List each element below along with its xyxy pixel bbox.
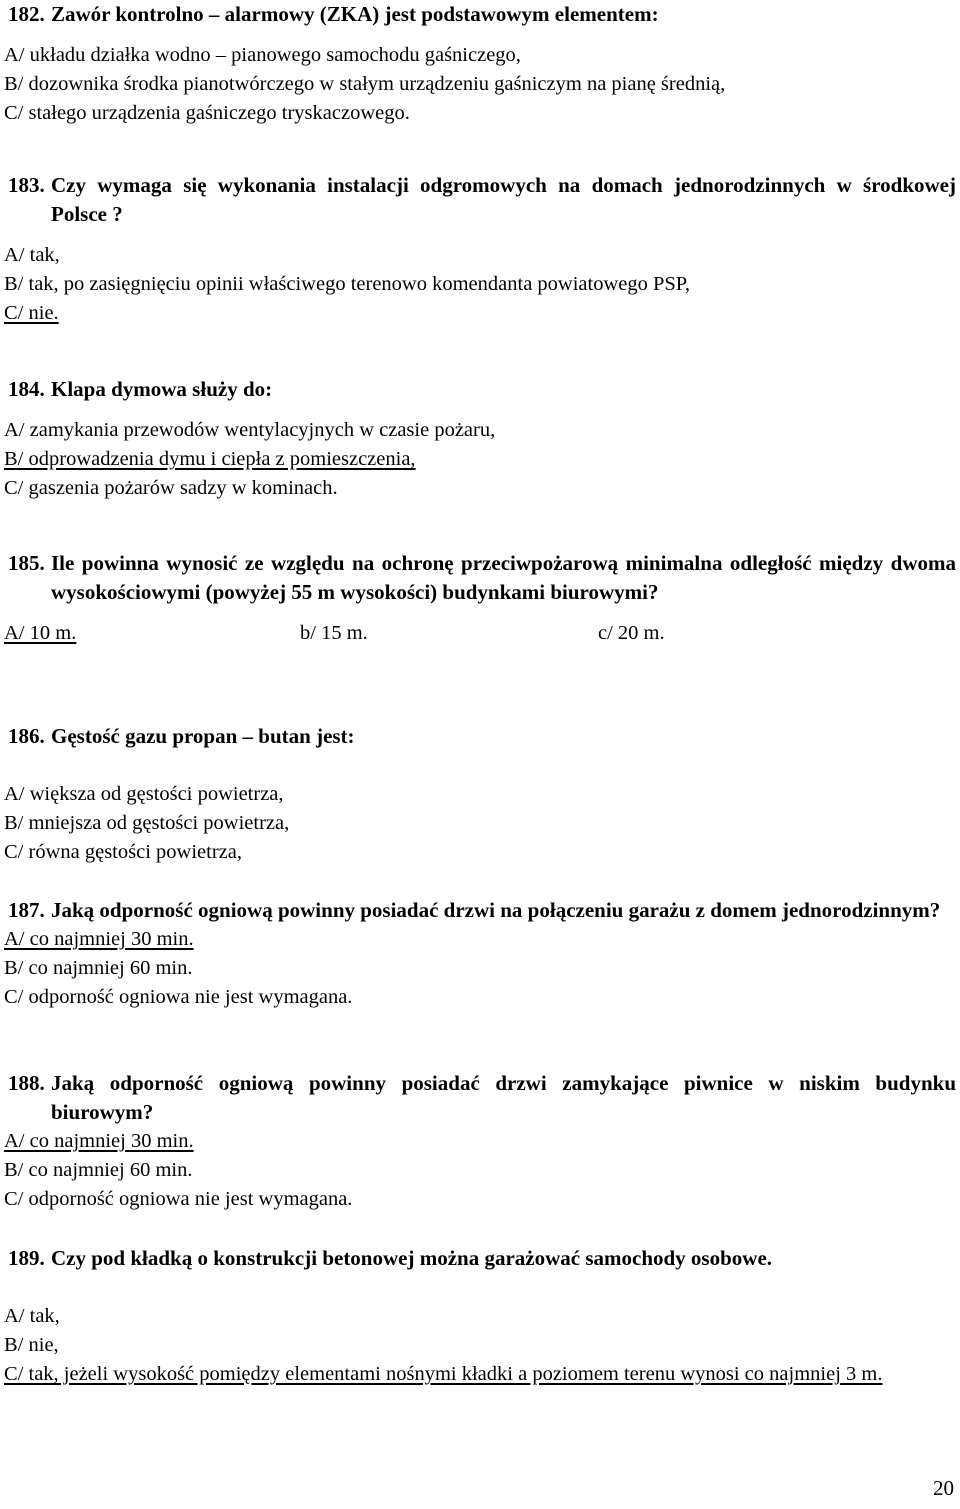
question-text: Czy wymaga się wykonania instalacji odgromowych na domach jednorodzinnych w środkowej Polsce ? [51,173,956,226]
question-title [8,549,956,607]
question-number: 182. [8,2,45,26]
answer-c: C/ równa gęstości powietrza, [4,841,242,863]
question-number: 188. [8,1071,45,1095]
question-title [8,171,956,229]
answer-a: A/ większa od gęstości powietrza, [4,783,284,805]
answer-list [4,416,956,503]
answer-a: A/ zamykania przewodów wentylacyjnych w czasie pożaru, [4,419,496,441]
answer-b: B/ co najmniej 60 min. [4,1159,193,1181]
answer-b: b/ 15 m. [300,622,368,644]
answer-c: C/ odporność ogniowa nie jest wymagana. [4,1188,353,1210]
question-183 [4,171,956,328]
answer-list [4,41,956,128]
question-number: 189. [8,1246,45,1270]
answer-c: C/ odporność ogniowa nie jest wymagana. [4,986,353,1008]
question-188 [4,1069,956,1214]
answer-c: c/ 20 m. [598,622,665,644]
question-187 [4,896,956,1012]
question-number: 186. [8,724,45,748]
question-text: Czy pod kładką o konstrukcji betonowej można garażować samochody osobowe. [51,1246,773,1270]
question-189 [4,1244,956,1389]
answer-a: A/ tak, [4,244,60,266]
question-text: Klapa dymowa służy do: [51,377,273,401]
answer-a: A/ 10 m. [4,622,77,644]
answer-list [4,1127,956,1214]
answer-a: A/ co najmniej 30 min. [4,928,194,950]
page-number: 20 [933,1476,954,1500]
answer-a: A/ układu działka wodno – pianowego samochodu gaśniczego, [4,44,521,66]
question-text: Zawór kontrolno – alarmowy (ZKA) jest podstawowym elementem: [51,2,659,26]
answer-a: A/ co najmniej 30 min. [4,1130,194,1152]
answer-c: C/ tak, jeżeli wysokość pomiędzy elementami nośnymi kładki a poziomem terenu wynosi co najmniej 3 m. [4,1363,883,1385]
question-number: 183. [8,173,45,197]
answer-b: B/ tak, po zasięgnięciu opinii właściwego terenowo komendanta powiatowego PSP, [4,273,691,295]
question-title [8,896,956,925]
question-title [8,375,956,404]
question-185 [4,549,956,648]
question-182 [4,0,956,128]
question-text: Gęstość gazu propan – butan jest: [51,724,355,748]
answer-list [4,780,956,867]
question-184 [4,375,956,503]
question-number: 185. [8,551,45,575]
answer-b: B/ co najmniej 60 min. [4,957,193,979]
answer-c: C/ stałego urządzenia gaśniczego tryskaczowego. [4,102,410,124]
answer-list [4,925,956,1012]
answer-b: B/ nie, [4,1334,59,1356]
question-186 [4,722,956,867]
question-title [8,722,956,751]
answer-b: B/ dozownika środka pianotwórczego w stałym urządzeniu gaśniczym na pianę średnią, [4,73,726,95]
answer-c: C/ nie. [4,302,59,324]
answer-row [4,619,956,648]
answer-c: C/ gaszenia pożarów sadzy w kominach. [4,477,338,499]
question-number: 187. [8,898,45,922]
answer-a: A/ tak, [4,1305,60,1327]
answer-list [4,1302,956,1389]
question-title [8,0,956,29]
question-title [8,1069,956,1127]
question-title [8,1244,956,1273]
question-text: Jaką odporność ogniową powinny posiadać drzwi zamykające piwnice w niskim budynku biurowym? [51,1071,956,1124]
answer-b: B/ mniejsza od gęstości powietrza, [4,812,290,834]
answer-b: B/ odprowadzenia dymu i ciepła z pomieszczenia, [4,448,416,470]
question-number: 184. [8,377,45,401]
question-text: Ile powinna wynosić ze względu na ochronę przeciwpożarową minimalna odległość między dwoma wysokościowymi (powyżej 55 m wysokości) budynkami biurowymi? [51,551,956,604]
question-text: Jaką odporność ogniową powinny posiadać drzwi na połączeniu garażu z domem jednorodzinnym? [51,898,941,922]
answer-list [4,241,956,328]
